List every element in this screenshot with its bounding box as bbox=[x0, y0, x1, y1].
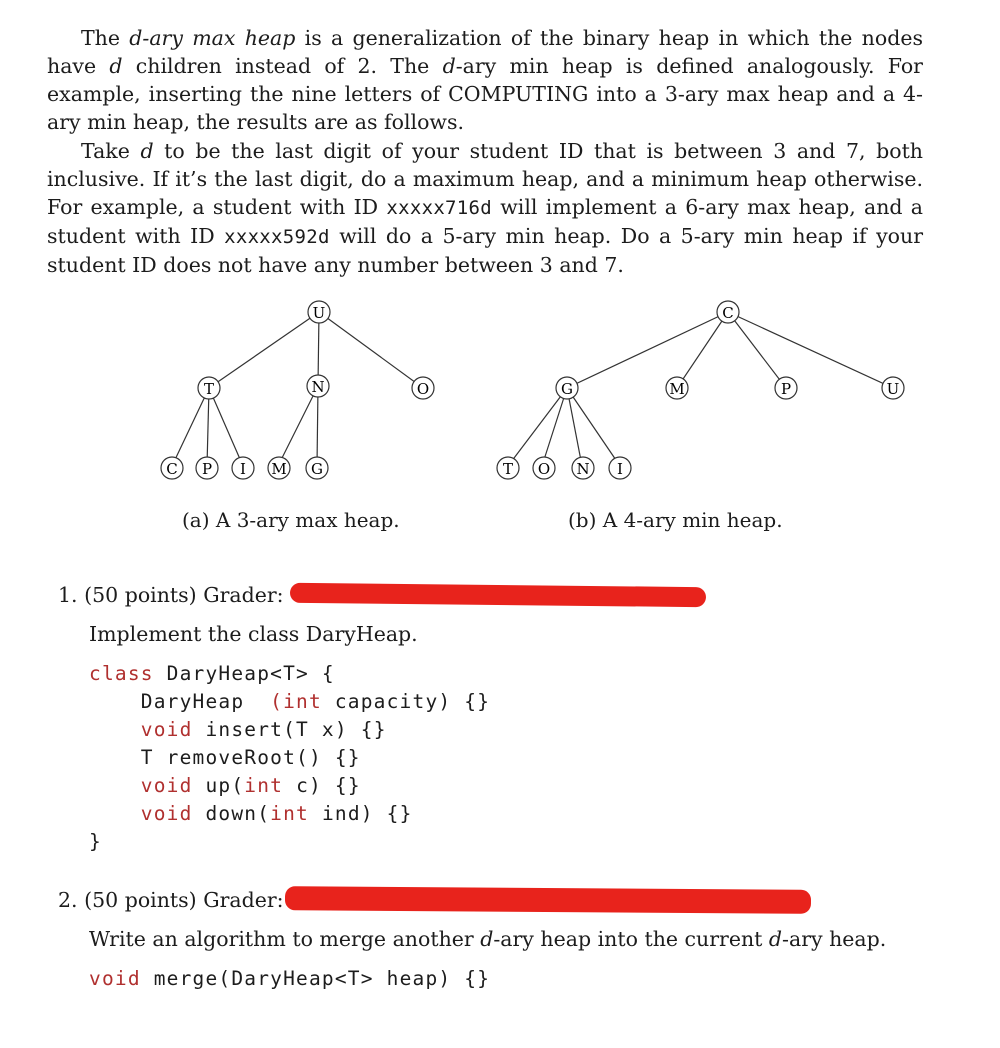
tree-node bbox=[717, 301, 739, 323]
svg-text:T: T bbox=[502, 460, 514, 478]
tree-a bbox=[161, 301, 434, 479]
svg-text:M: M bbox=[271, 460, 287, 478]
tree-node bbox=[196, 457, 218, 479]
tree-node bbox=[268, 457, 290, 479]
svg-text:U: U bbox=[312, 304, 326, 322]
svg-text:G: G bbox=[561, 380, 573, 398]
svg-text:M: M bbox=[669, 380, 685, 398]
example-id-2: xxxxx592d bbox=[224, 226, 330, 248]
emphasis-term: d-ary max heap bbox=[129, 26, 296, 50]
tree-node bbox=[412, 377, 434, 399]
tree-node bbox=[307, 375, 329, 397]
svg-text:O: O bbox=[416, 380, 430, 398]
svg-text:C: C bbox=[166, 460, 178, 478]
tree-node bbox=[775, 377, 797, 399]
figure-a-caption: (a) A 3-ary max heap. bbox=[182, 508, 400, 532]
tree-node bbox=[533, 457, 555, 479]
svg-text:I: I bbox=[617, 460, 623, 478]
question-2-task: Write an algorithm to merge another d-ary heap into the current d-ary heap. bbox=[89, 927, 887, 951]
svg-text:N: N bbox=[311, 378, 325, 396]
tree-node bbox=[882, 377, 904, 399]
tree-node bbox=[306, 457, 328, 479]
intro-paragraph-1: The d-ary max heap is a generalization of the binary heap in which the nodes have d children instead of 2. The d-ary min heap is defined analogously. For example, inserting the nine letters of COMPUTING into a 3-ary max heap and a 4-ary min heap, the results are as follows. bbox=[47, 26, 923, 134]
tree-node bbox=[161, 457, 183, 479]
tree-node bbox=[308, 301, 330, 323]
question-1-header: 1. (50 points) Grader: bbox=[58, 583, 284, 607]
redaction-mark bbox=[285, 886, 811, 914]
tree-node bbox=[666, 377, 688, 399]
tree-node bbox=[556, 377, 578, 399]
svg-text:P: P bbox=[780, 380, 792, 398]
redaction-mark bbox=[290, 583, 706, 607]
svg-text:G: G bbox=[311, 460, 323, 478]
tree-node bbox=[232, 457, 254, 479]
question-1-task: Implement the class DaryHeap. bbox=[89, 622, 418, 646]
svg-text:N: N bbox=[576, 460, 590, 478]
tree-b bbox=[497, 301, 904, 479]
question-2-header: 2. (50 points) Grader: bbox=[58, 888, 284, 912]
daryheap-code-block: class DaryHeap<T> { DaryHeap (int capacity) {} void insert(T x) {} T removeRoot() {} void up(int c) {} void down(int ind) {} } bbox=[89, 662, 491, 853]
svg-text:I: I bbox=[240, 460, 246, 478]
tree-node bbox=[198, 377, 220, 399]
svg-text:U: U bbox=[886, 380, 900, 398]
svg-text:O: O bbox=[537, 460, 551, 478]
tree-node bbox=[572, 457, 594, 479]
heap-figures bbox=[0, 298, 1000, 528]
example-id-1: xxxxx716d bbox=[386, 197, 493, 219]
intro-paragraph-2: Take d to be the last digit of your student ID that is between 3 and 7, both inclusive. If it’s the last digit, do a maximum heap, and a minimum heap otherwise. For example, a student with ID xxxxx716d will implement a 6-ary max heap, and a student with ID xxxxx592d will do a 5-ary min heap. Do a 5-ary min heap if your student ID does not have any number between 3 and 7. bbox=[47, 139, 924, 277]
merge-code-line: void merge(DaryHeap<T> heap) {} bbox=[89, 967, 491, 990]
svg-text:P: P bbox=[201, 460, 213, 478]
svg-text:C: C bbox=[722, 304, 734, 322]
figure-b-caption: (b) A 4-ary min heap. bbox=[568, 508, 783, 532]
tree-node bbox=[497, 457, 519, 479]
svg-text:T: T bbox=[203, 380, 215, 398]
tree-node bbox=[609, 457, 631, 479]
